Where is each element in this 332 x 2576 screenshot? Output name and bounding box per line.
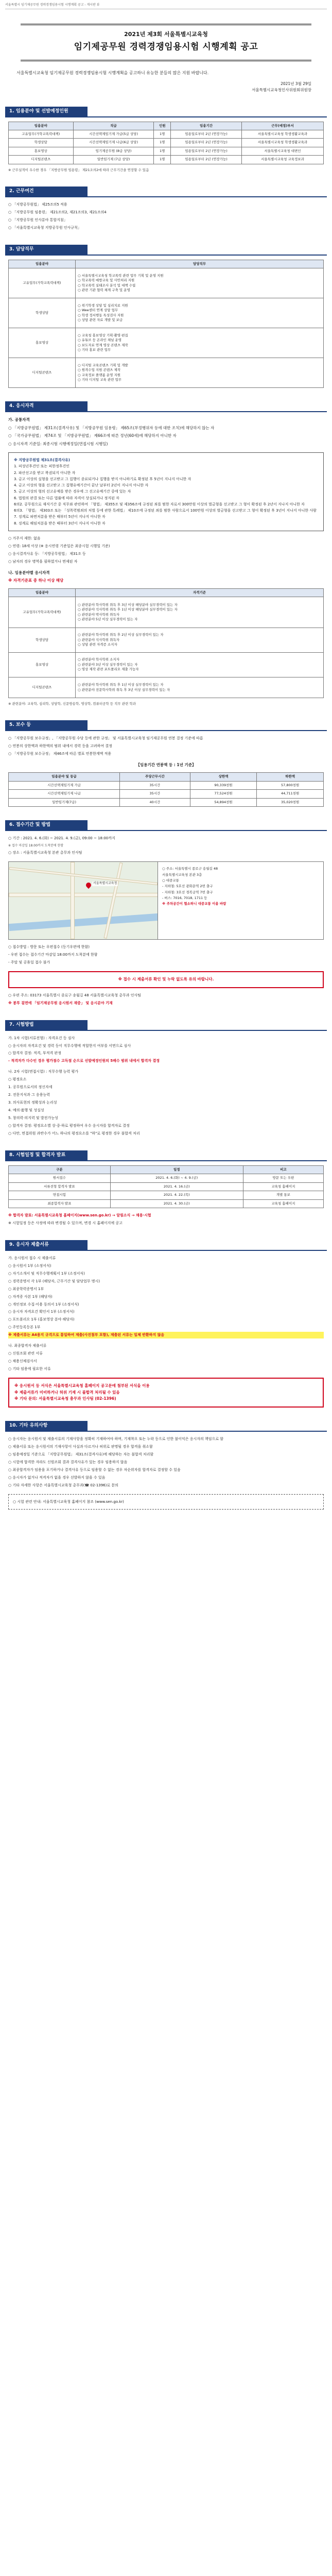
cell: 학생상담 <box>9 298 76 328</box>
list-item: ※ 기타 문의: 서울특별시교육청 총무과 인사팀 (02-1396) <box>14 1396 116 1401</box>
t1-header: 인원 <box>154 122 171 130</box>
notice-date: 2021년 3월 29일 <box>281 81 311 86</box>
cell: 학생상담 <box>9 628 76 653</box>
list-item: ○ 기타 임용에 필요한 서류 <box>8 1367 51 1371</box>
cell: 1명 <box>154 156 171 164</box>
table-row <box>9 147 324 155</box>
t5-header: 주당근무시간 <box>120 773 190 781</box>
cell: 임용일로부터 2년 (연장가능) <box>171 130 242 139</box>
submission-warning <box>8 971 324 988</box>
table-row <box>9 628 324 653</box>
list-item: 나. 2차 시험(면접시험) : 직무수행 능력 평가 <box>8 1070 79 1074</box>
cell: ○ 서울특별시교육청 학교폭력 관련 업무 기획 및 운영 지원 ○ 학교폭력 예방교육 및 사안처리 지원 ○ 학교폭력 실태조사 분석 및 대책 수립 ○ 관련 기관 협력 체계 구축 및 운영 <box>76 268 324 298</box>
list-item: 8. 징계로 해임처분을 받은 때부터 3년이 지나지 아니한 자 <box>14 521 106 526</box>
list-item: - 적격자가 다수인 경우 평가점수 고득점 순으로 선발예정인원의 5배수 범위 내에서 합격자 결정 <box>8 1059 160 1063</box>
table-row <box>9 130 324 139</box>
list-item: - 버스: 7016, 7018, 1711 등 <box>162 896 207 900</box>
list-item: 5. 금고 이상의 형의 선고유예를 받은 경우에 그 선고유예기간 중에 있는 자 <box>14 489 131 494</box>
s4-spec-note: ※ 관련분야: 교육학, 심리학, 상담학, 신문방송학, 영상학, 컴퓨터공학 등 직무 관련 학과 <box>8 702 136 706</box>
list-item: ○ 응시자는 응시원서 및 제출서류의 기재사항을 정확히 기재하여야 하며, 기재착오 또는 누락 등으로 인한 불이익은 응시자의 책임으로 함 <box>8 1437 224 1442</box>
s4-specific-title: 나. 임용분야별 응시자격 <box>8 570 50 575</box>
cell: ○ 관련분야 학사학위 소지자 ○ 관련분야 3년 이상 실무경력이 있는 자 ○ 영상 제작 관련 포트폴리오 제출 가능자 <box>76 653 324 677</box>
place-label: ○ 장소 : 서울특별시교육청 본관 총무과 인사팀 <box>8 851 82 855</box>
table-row <box>9 1199 324 1208</box>
section-8 <box>5 1150 327 1227</box>
disq-title: ※ 지방공무원법 제31조(결격사유) <box>14 458 70 463</box>
list-item: 1. 피성년후견인 또는 피한정후견인 <box>14 464 70 469</box>
s9-title-b: 나. 최종합격자 제출서류 <box>8 1344 47 1348</box>
s4-specific <box>8 569 324 584</box>
t1-header: 근무(예정)부서 <box>242 122 324 130</box>
t1-note: ※ 근무실적이 우수한 경우 「지방공무원 임용령」 제21조의2에 따라 근무기간을 연장할 수 있음 <box>8 167 149 172</box>
cell: 1명 <box>154 130 171 139</box>
list-item: 6의3. 「형법」 제303조 또는 「성폭력범죄의 처벌 등에 관한 특례법」 제10조에 규정된 죄를 범한 사람으로서 100만원 이상의 벌금형을 선고받고 그 형이 확정된 후 3년이 지나지 아니한 사람 <box>14 509 317 513</box>
road <box>9 893 158 897</box>
list-item: ○ 개인정보 수집·이용 동의서 1부 (소정서식) <box>8 1302 79 1307</box>
cell: 1명 <box>154 147 171 155</box>
river <box>9 913 158 931</box>
cell: 1명 <box>154 139 171 147</box>
location-info <box>158 862 323 939</box>
list-item: ○ 자격증 사본 1부 (해당자) <box>8 1294 53 1299</box>
list-item: ○ 「지방공무원법」 제25조의5 적용 <box>8 202 67 207</box>
cell: 54,894천원 <box>190 798 257 806</box>
cell: 홍보영상 <box>9 147 74 155</box>
s5-table-title <box>8 761 324 769</box>
schedule-table <box>8 1165 324 1208</box>
list-item: ○ 거주지 제한: 없음 <box>8 536 41 540</box>
disqualification-box <box>8 452 324 531</box>
cell: 학생상담 <box>9 139 74 147</box>
cell: 2021. 4. 6.(화) ~ 4. 9.(금) <box>110 1174 243 1182</box>
header-text: 서울특별시 임기제공무원 경력경쟁임용시험 시행계획 공고 - 게시판 뷰 <box>5 3 100 7</box>
s10-list <box>8 1436 324 1489</box>
cell: 최종합격자 발표 <box>9 1199 111 1208</box>
table-row <box>9 1182 324 1191</box>
section-2-title: 2. 근무여건 <box>5 187 88 196</box>
cell: 2021. 4. 16.(금) <box>110 1182 243 1191</box>
cell: 임용일로부터 2년 (연장가능) <box>171 139 242 147</box>
s9-title-a: 가. 응시원서 접수 시 제출서류 <box>8 1256 56 1260</box>
cell: ○ 위기학생 상담 및 심리치료 지원 ○ Wee센터 연계 상담 업무 ○ 학생 정서행동 특성검사 지원 ○ 상담 관련 자료 개발 및 보급 <box>76 298 324 328</box>
list-item: ※ 제출서류가 미비하거나 허위 기재 시 불합격 처리될 수 있음 <box>14 1389 120 1395</box>
list-item: 6. 법원의 판결 또는 다른 법률에 따라 자격이 상실되거나 정지된 자 <box>14 496 119 500</box>
closing-text: ○ 시험 관련 안내: 서울특별시교육청 홈페이지 참조 (www.sen.go.kr) <box>13 1499 124 1504</box>
cell: ○ 관련분야 학사학위 취득 후 2년 이상 실무경력이 있는 자 ○ 관련분야 석사학위 취득자 ○ 상담 관련 자격증 소지자 <box>76 628 324 653</box>
section-10 <box>5 1421 327 1510</box>
qualification-table <box>8 588 324 698</box>
table-row <box>9 268 324 298</box>
t4-header: 자격기준 <box>76 588 324 597</box>
list-item: ○ 응시자의 자격요건 및 경력 등이 직무수행에 적합한지 여부를 서면으로 심사 <box>8 1043 131 1048</box>
road <box>103 862 123 939</box>
section-5 <box>5 720 327 807</box>
cell: 일반임기제(7급) <box>9 798 120 806</box>
list-item: ○ 응시원서 1부 (소정서식) <box>8 1263 51 1268</box>
list-item: 2. 파산선고를 받고 복권되지 아니한 자 <box>14 470 76 475</box>
period-label: ○ 기간 : 2021. 4. 6.(화) ~ 2021. 4. 9.(금), 09:00 ~ 18:00까지 <box>8 836 115 841</box>
s2-list <box>8 201 324 231</box>
list-item: ○ 주민등록등본 1부 <box>8 1325 41 1330</box>
cell: 교육청 홈페이지 <box>243 1182 323 1191</box>
cell: 77,524천원 <box>190 790 257 798</box>
cell: 임용일로부터 2년 (연장가능) <box>171 156 242 164</box>
s4-specific-label: ※ 자격기준표 중 하나 이상 해당 <box>8 578 64 583</box>
table-row <box>9 298 324 328</box>
cell: 57,800천원 <box>257 781 324 789</box>
table-row <box>9 1174 324 1182</box>
list-item: ○ 시험에 합격한 자라도 신원조회 결과 결격사유가 있는 경우 임용하지 않음 <box>8 1460 128 1465</box>
s8-notes <box>8 1212 324 1227</box>
list-item: ○ 「지방공무원 임용령」 제21조의2, 제21조의3, 제21조의4 <box>8 210 107 214</box>
section-4 <box>5 401 327 707</box>
list-item: ○ 응시결격사유 등: 「지방공무원법」 제31조 등 <box>8 551 86 556</box>
list-item: 서울특별시교육청 본관 3층 <box>162 872 202 877</box>
cell: 디지털콘텐츠 <box>9 358 76 388</box>
list-item: ○ 다만, 면접위원 과반수가 어느 하나의 평정요소를 "하"로 평정한 경우 불합격 처리 <box>8 1131 140 1136</box>
list-item: ○ 「지방공무원 인사분야 통합지침」 <box>8 217 67 222</box>
list-item: 7. 징계로 파면처분을 받은 때부터 5년이 지나지 아니한 자 <box>14 515 106 519</box>
cell: 면접시험 <box>9 1191 111 1199</box>
list-item: 3. 의사표현의 정확성과 논리성 <box>8 1100 57 1105</box>
list-item: ○ 평정요소 <box>8 1077 27 1082</box>
cell: 시간선택제임기제 나급(6급 상당) <box>73 139 154 147</box>
cell: 서울특별시교육청 교육정보과 <box>242 156 324 164</box>
list-item: ○ 남자의 경우 병역을 필하였거나 면제된 자 <box>8 559 78 564</box>
cell: 서울특별시교육청 학생생활교육과 <box>242 139 324 147</box>
list-item: ○ 「지방공무원 보수규정」 제46조에 따른 별표 연봉한계액 적용 <box>8 751 112 756</box>
cell: 90,339천원 <box>190 781 257 789</box>
cell: 35,020천원 <box>257 798 324 806</box>
table-row <box>9 781 324 789</box>
period-note: ※ 접수 마감일 18:00까지 도착분에 한함 <box>8 844 64 848</box>
cell: 일반임기제 (7급 상당) <box>73 156 154 164</box>
s9-list-a <box>8 1255 324 1338</box>
table-row <box>9 798 324 806</box>
section-7 <box>5 1020 327 1137</box>
map-pin-label: 서울특별시교육청 <box>93 882 117 886</box>
list-item: ○ 포트폴리오 1부 (홍보영상 분야 해당자) <box>8 1317 75 1322</box>
list-item: - 지하철: 3호선 경복궁역 7번 출구 <box>162 890 213 894</box>
list-item: - 주말 및 공휴일 접수 불가 <box>8 960 50 964</box>
cell: 방문 또는 우편 <box>243 1174 323 1182</box>
t1-header: 임용기간 <box>171 122 242 130</box>
cell: ○ 관련분야 학사학위 취득 후 1년 이상 실무경력이 있는 자 ○ 관련분야 전문학사학위 취득 후 3년 이상 실무경력이 있는 자 <box>76 677 324 698</box>
section-3-title: 3. 담당직무 <box>5 245 88 255</box>
cell: 시간선택제임기제 가급(5급 상당) <box>73 130 154 139</box>
table-row <box>9 597 324 628</box>
cell: 서류전형 합격자 발표 <box>9 1182 111 1191</box>
list-item: 1. 공무원으로서의 정신자세 <box>8 1085 53 1090</box>
table-row <box>9 677 324 698</box>
notice-issuer: 서울특별시교육청인사위원회위원장 <box>252 87 311 92</box>
t5-header: 임용분야 및 등급 <box>9 773 120 781</box>
s6-method <box>8 944 324 966</box>
mail-label: ○ 우편 주소: 03173 서울특별시 종로구 송월길 48 서울특별시교육청 총무과 인사팀 <box>8 993 141 997</box>
table-row <box>9 1191 324 1199</box>
recruit-table <box>8 122 324 164</box>
cell: ○ 디지털 교육콘텐츠 기획 및 개발 ○ 원격수업 지원 콘텐츠 제작 ○ 교육정보 플랫폼 운영 지원 ○ 기타 디지털 교육 관련 업무 <box>76 358 324 388</box>
list-item: ○ 기타 자세한 사항은 서울특별시교육청 총무과(☎ 02-1396)로 문의 <box>8 1483 118 1487</box>
s7-list <box>8 1035 324 1137</box>
s4-general <box>8 416 324 447</box>
salary-table <box>8 772 324 807</box>
cell: 고유업무(가학교폭력대책) <box>9 268 76 298</box>
list-item: 3. 금고 이상의 실형을 선고받고 그 집행이 종료되거나 집행을 받지 아니하기로 확정된 후 5년이 지나지 아니한 자 <box>14 477 191 481</box>
s6-mail <box>8 992 324 1007</box>
list-item: ○ 최종학력증명서 1부 <box>8 1286 44 1291</box>
table-row <box>9 790 324 798</box>
list-item: 2. 전문지식과 그 응용능력 <box>8 1093 50 1097</box>
t1-header: 임용분야 <box>9 122 74 130</box>
list-item: ○ 임용예정일 기준으로 「지방공무원법」 제31조(결격사유)에 해당하는 자는 불합격 처리함 <box>8 1452 154 1457</box>
cell: 홍보영상 <box>9 328 76 358</box>
list-item: ○ 자기소개서 및 직무수행계획서 1부 (소정서식) <box>8 1271 85 1276</box>
list-item: ○ 응시자격 기준일: 최종시험 시행예정일(면접시험 시행일) <box>8 441 108 446</box>
cell: 홍보영상 <box>9 653 76 677</box>
section-1-title: 1. 임용분야 및 선발예정인원 <box>5 107 88 116</box>
cell: 35시간 <box>120 781 190 789</box>
s6-period <box>8 835 324 856</box>
list-item: ○ 최종합격자가 임용을 포기하거나 결격사유 등으로 임용할 수 없는 경우 차순위자를 합격자로 결정할 수 있음 <box>8 1467 181 1472</box>
s5-list <box>8 735 324 757</box>
table-row <box>9 653 324 677</box>
cell: 시간선택제임기제 나급 <box>9 790 120 798</box>
date-block <box>5 81 311 93</box>
list-item: 4. 금고 이상의 형을 선고받고 그 집행유예기간이 끝난 날부터 2년이 지나지 아니한 자 <box>14 483 148 488</box>
section-10-title: 10. 기타 유의사항 <box>5 1421 88 1431</box>
t8-header: 비고 <box>243 1165 323 1174</box>
section-3 <box>5 245 327 388</box>
table-row <box>9 156 324 164</box>
cell: 교육청 홈페이지 <box>243 1199 323 1208</box>
road <box>9 867 158 885</box>
cell: 디지털콘텐츠 <box>9 156 74 164</box>
t5-header: 상한액 <box>190 773 257 781</box>
s9-red-note: ※ 제출서류는 A4용지 규격으로 통일하여 제출(사진첨부 포함), 제출된 서류는 일체 반환하지 않음 <box>8 1332 324 1338</box>
cell: ○ 관련분야 학사학위 취득 후 3년 이상 해당분야 실무경력이 있는 자 ○ 관련분야 석사학위 취득 후 1년 이상 해당분야 실무경력이 있는 자 ○ 관련분야 박사학위 취득자 ○ 관련분야 5년 이상 실무경력이 있는 자 <box>76 597 324 628</box>
page-header <box>5 2 327 9</box>
section-9-title: 9. 응시자 제출서류 <box>5 1240 88 1250</box>
list-item: ○ 응시자 자격요건 확인서 1부 (소정서식) <box>8 1310 75 1314</box>
list-item: ○ 대중교통 <box>162 878 179 883</box>
list-item: ○ 합격자 결정: 평정요소별 상·중·하로 평정하여 우수 응시자를 합격자로 결정 <box>8 1123 130 1128</box>
s4-general-title: 가. 공통자격 <box>8 417 30 422</box>
section-1 <box>5 107 327 173</box>
cell: 임용일로부터 2년 (연장가능) <box>171 147 242 155</box>
cell: 서울특별시교육청 학생생활교육과 <box>242 130 324 139</box>
s9-list-b <box>8 1343 324 1372</box>
t4-header: 임용분야 <box>9 588 76 597</box>
section-2 <box>5 187 327 231</box>
section-7-title: 7. 시험방법 <box>5 1020 88 1030</box>
title-line-1: 2021년 제3회 서울특별시교육청 <box>124 31 208 38</box>
title-box <box>21 24 311 61</box>
t8-header: 구분 <box>9 1165 111 1174</box>
cell: 임기제공무원 (8급 상당) <box>73 147 154 155</box>
list-item: ○ 합격자 결정: 적격, 부적격 판정 <box>8 1051 61 1056</box>
section-9 <box>5 1240 327 1408</box>
cell: 40시간 <box>120 798 190 806</box>
intro-text: 서울특별시교육청 임기제공무원 경력경쟁임용시험 시행계획을 공고하니 유능한 분들의 많은 지원 바랍니다. <box>16 70 209 75</box>
list-item: ※ 시험일정 등은 사정에 따라 변경될 수 있으며, 변경 시 홈페이지에 공고 <box>8 1221 123 1225</box>
location-pin-icon <box>85 882 92 889</box>
cell: 44,711천원 <box>257 790 324 798</box>
list-item: 가. 1차 시험(서류전형) : 자격요건 등 심사 <box>8 1036 75 1040</box>
cell: ○ 교육청 홍보영상 기획·촬영·편집 ○ 유튜브 등 온라인 채널 운영 ○ 보도자료 연계 영상 콘텐츠 제작 ○ 기타 홍보 관련 업무 <box>76 328 324 358</box>
closing-box <box>8 1494 324 1510</box>
list-item: 4. 예의·품행 및 성실성 <box>8 1108 44 1113</box>
table-row <box>9 139 324 147</box>
list-item: ○ 연령: 18세 이상 (※ 응시연령 기준일은 최종시험 시행일 기준) <box>8 544 110 548</box>
location-map-panel <box>8 861 324 940</box>
t8-header: 일정 <box>110 1165 243 1174</box>
list-item: ○ 제출서류 또는 응시원서의 기재사항이 사실과 다르거나 허위로 판명될 경우 합격을 취소함 <box>8 1445 153 1449</box>
list-item: ○ 경력증명서 각 1부 (해당자, 근무기간 및 담당업무 명시) <box>8 1279 100 1283</box>
cell: 서울특별시교육청 대변인 <box>242 147 324 155</box>
section-8-title: 8. 시험일정 및 합격자 발표 <box>5 1150 88 1160</box>
list-item: ※ 합격자 발표: 서울특별시교육청 홈페이지(www.sen.go.kr) → 알림소식 → 채용·시험 <box>8 1213 151 1217</box>
list-item: ※ 응시원서 등 서식은 서울특별시교육청 홈페이지 공고문에 첨부된 서식을 이용 <box>14 1383 150 1388</box>
t3-header: 임용분야 <box>9 260 76 268</box>
t3-header: 담당직무 <box>76 260 324 268</box>
cell: 고유업무(가학교폭력대책) <box>9 130 74 139</box>
section-6 <box>5 820 327 1006</box>
list-item: 5. 창의력·의지력 및 발전가능성 <box>8 1115 58 1120</box>
list-item: - 우편 접수는 접수기간 마감일 18:00까지 도착분에 한함 <box>8 953 98 957</box>
cell: 35시간 <box>120 790 190 798</box>
list-item: ○ 접수방법 : 방문 또는 우편접수 (등기우편에 한함) <box>8 945 90 950</box>
cell: 고유업무(가학교폭력대책) <box>9 597 76 628</box>
list-item: ○ 「서울특별시교육청 지방공무원 인사규칙」 <box>8 225 81 230</box>
list-item: ○ 연봉의 상한액과 하한액의 범위 내에서 경력 등을 고려하여 결정 <box>8 744 112 749</box>
cell: 개별 통보 <box>243 1191 323 1199</box>
section-4-title: 4. 응시자격 <box>5 401 88 411</box>
section-5-title: 5. 보수 등 <box>5 720 88 730</box>
title-line-2: 임기제공무원 경력경쟁임용시험 시행계획 공고 <box>74 41 258 52</box>
section-6-title: 6. 접수기간 및 방법 <box>5 820 88 830</box>
table-row <box>9 358 324 388</box>
list-item: ○ 주소: 서울특별시 종로구 송월길 48 <box>162 867 218 871</box>
table-row <box>9 328 324 358</box>
list-item: 6의2. 공무원으로 재직기간 중 직무와 관련하여 「형법」 제355조 및 제356조에 규정된 죄를 범한 자로서 300만원 이상의 벌금형을 선고받고 그 형이 확정된 후 2년이 지나지 아니한 자 <box>14 502 305 506</box>
list-item: ○ 채용신체검사서 <box>8 1359 37 1364</box>
duty-table <box>8 260 324 388</box>
list-item: ○ 「지방공무원법」 제31조(결격사유) 및 「지방공무원 임용령」 제65조(부정행위자 등에 대한 조치)에 해당하지 않는 자 <box>8 425 215 430</box>
cell: 2021. 4. 30.(금) <box>110 1199 243 1208</box>
t5-title: 【임용기간 연봉액 등 : 1년 기준】 <box>136 762 196 767</box>
s9-notice-box <box>8 1378 324 1408</box>
location-map[interactable] <box>9 862 158 939</box>
list-item: ○ 「국가공무원법」 제74조 및 「지방공무원법」 제66조에 따른 정년(60세)에 해당하지 아니한 자 <box>8 433 177 438</box>
cell: 디지털콘텐츠 <box>9 677 76 698</box>
list-item: ○ 응시자가 없거나 적격자가 없을 경우 선발하지 않을 수 있음 <box>8 1475 106 1480</box>
list-item: ○ 「지방공무원 보수규정」, 「지방공무원 수당 등에 관한 규정」 및 서울특별시교육청 임기제공무원 연봉 결정 기준에 따름 <box>8 736 203 741</box>
mail-note: ※ 봉투 겉면에 「임기제공무원 응시원서 재중」 및 응시분야 기재 <box>8 1001 113 1005</box>
cell: 원서접수 <box>9 1174 111 1182</box>
s4-extra <box>8 535 324 565</box>
warn-text: ※ 접수 시 제출서류 확인 및 누락 없도록 유의 바랍니다. <box>118 976 214 981</box>
list-item: ※ 주차공간이 협소하니 대중교통 이용 바람 <box>162 902 226 906</box>
list-item: ○ 신원조회 관련 서류 <box>8 1351 43 1356</box>
cell: 시간선택제임기제 가급 <box>9 781 120 789</box>
t5-header: 하한액 <box>257 773 324 781</box>
list-item: - 지하철: 5호선 광화문역 2번 출구 <box>162 884 213 889</box>
cell: 2021. 4. 22.(목) <box>110 1191 243 1199</box>
t1-header: 직급 <box>73 122 154 130</box>
